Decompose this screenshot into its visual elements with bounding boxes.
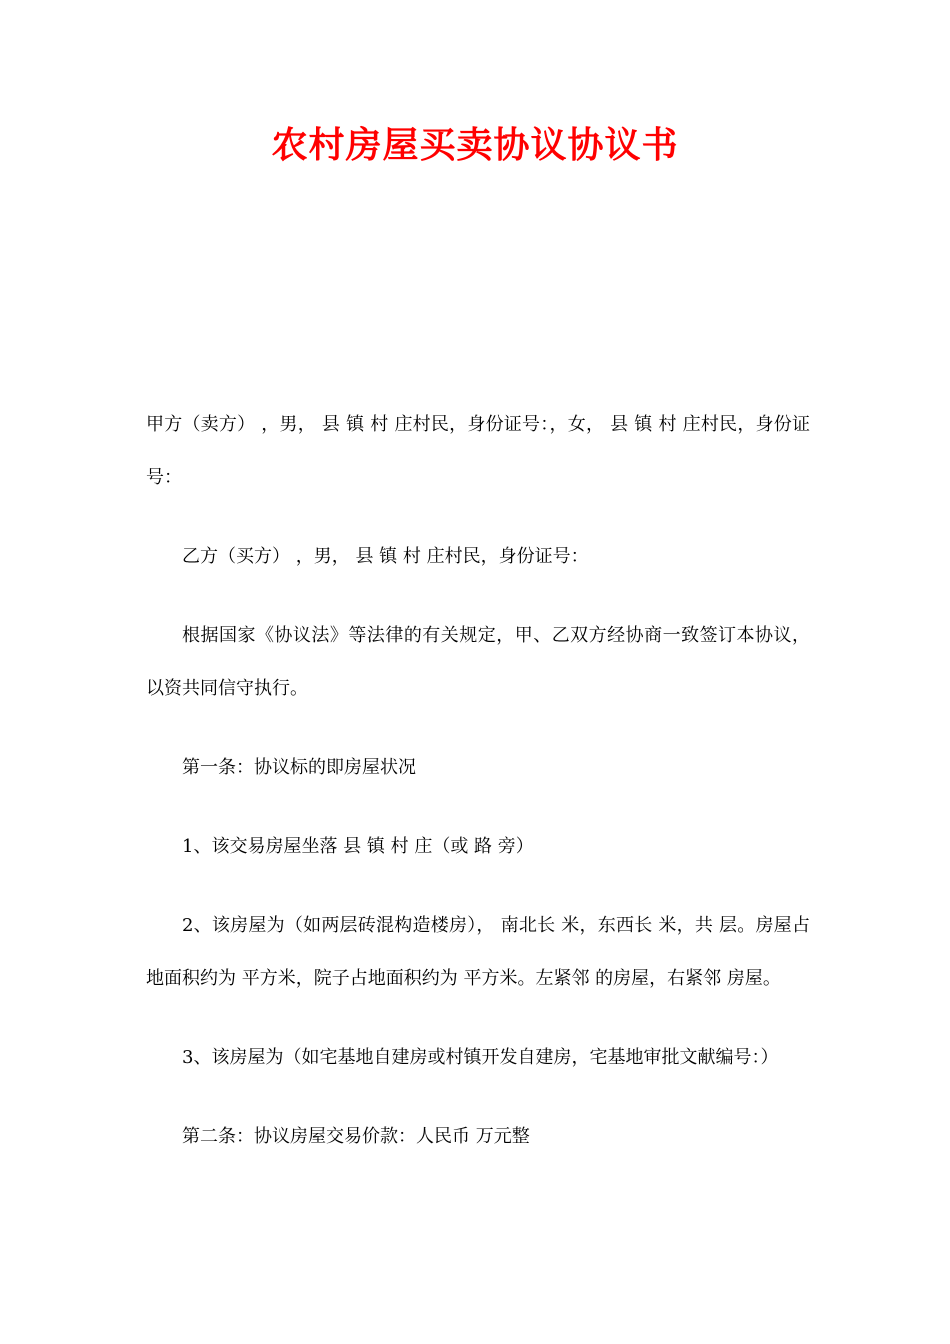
article-2-heading: 第二条：协议房屋交易价款：人民币 万元整 [182, 1126, 530, 1147]
article-1-item-3: 3、该房屋为（如宅基地自建房或村镇开发自建房，宅基地审批文献编号：） [182, 1047, 779, 1068]
party-a-paragraph: 甲方（卖方） ，男， 县 镇 村 庄村民，身份证号：，女， 县 镇 村 庄村民，身份证号： [146, 414, 810, 488]
party-b-paragraph: 乙方（买方） ，男， 县 镇 村 庄村民，身份证号： [182, 546, 589, 567]
article-1-heading: 第一条：协议标的即房屋状况 [182, 757, 416, 778]
article-1-item-2: 2、该房屋为（如两层砖混构造楼房）， 南北长 米，东西长 米，共 层。房屋占地面积约为 平方米，院子占地面积约为 平方米。左紧邻 的房屋，右紧邻 房屋。 [146, 915, 810, 989]
document-title: 农村房屋买卖协议协议书 [271, 125, 679, 166]
document-body [146, 398, 810, 1189]
preamble-paragraph: 根据国家《协议法》等法律的有关规定，甲、乙双方经协商一致签订本协议，以资共同信守执行。 [146, 625, 810, 699]
article-1-item-1: 1、该交易房屋坐落 县 镇 村 庄（或 路 旁） [182, 836, 534, 857]
